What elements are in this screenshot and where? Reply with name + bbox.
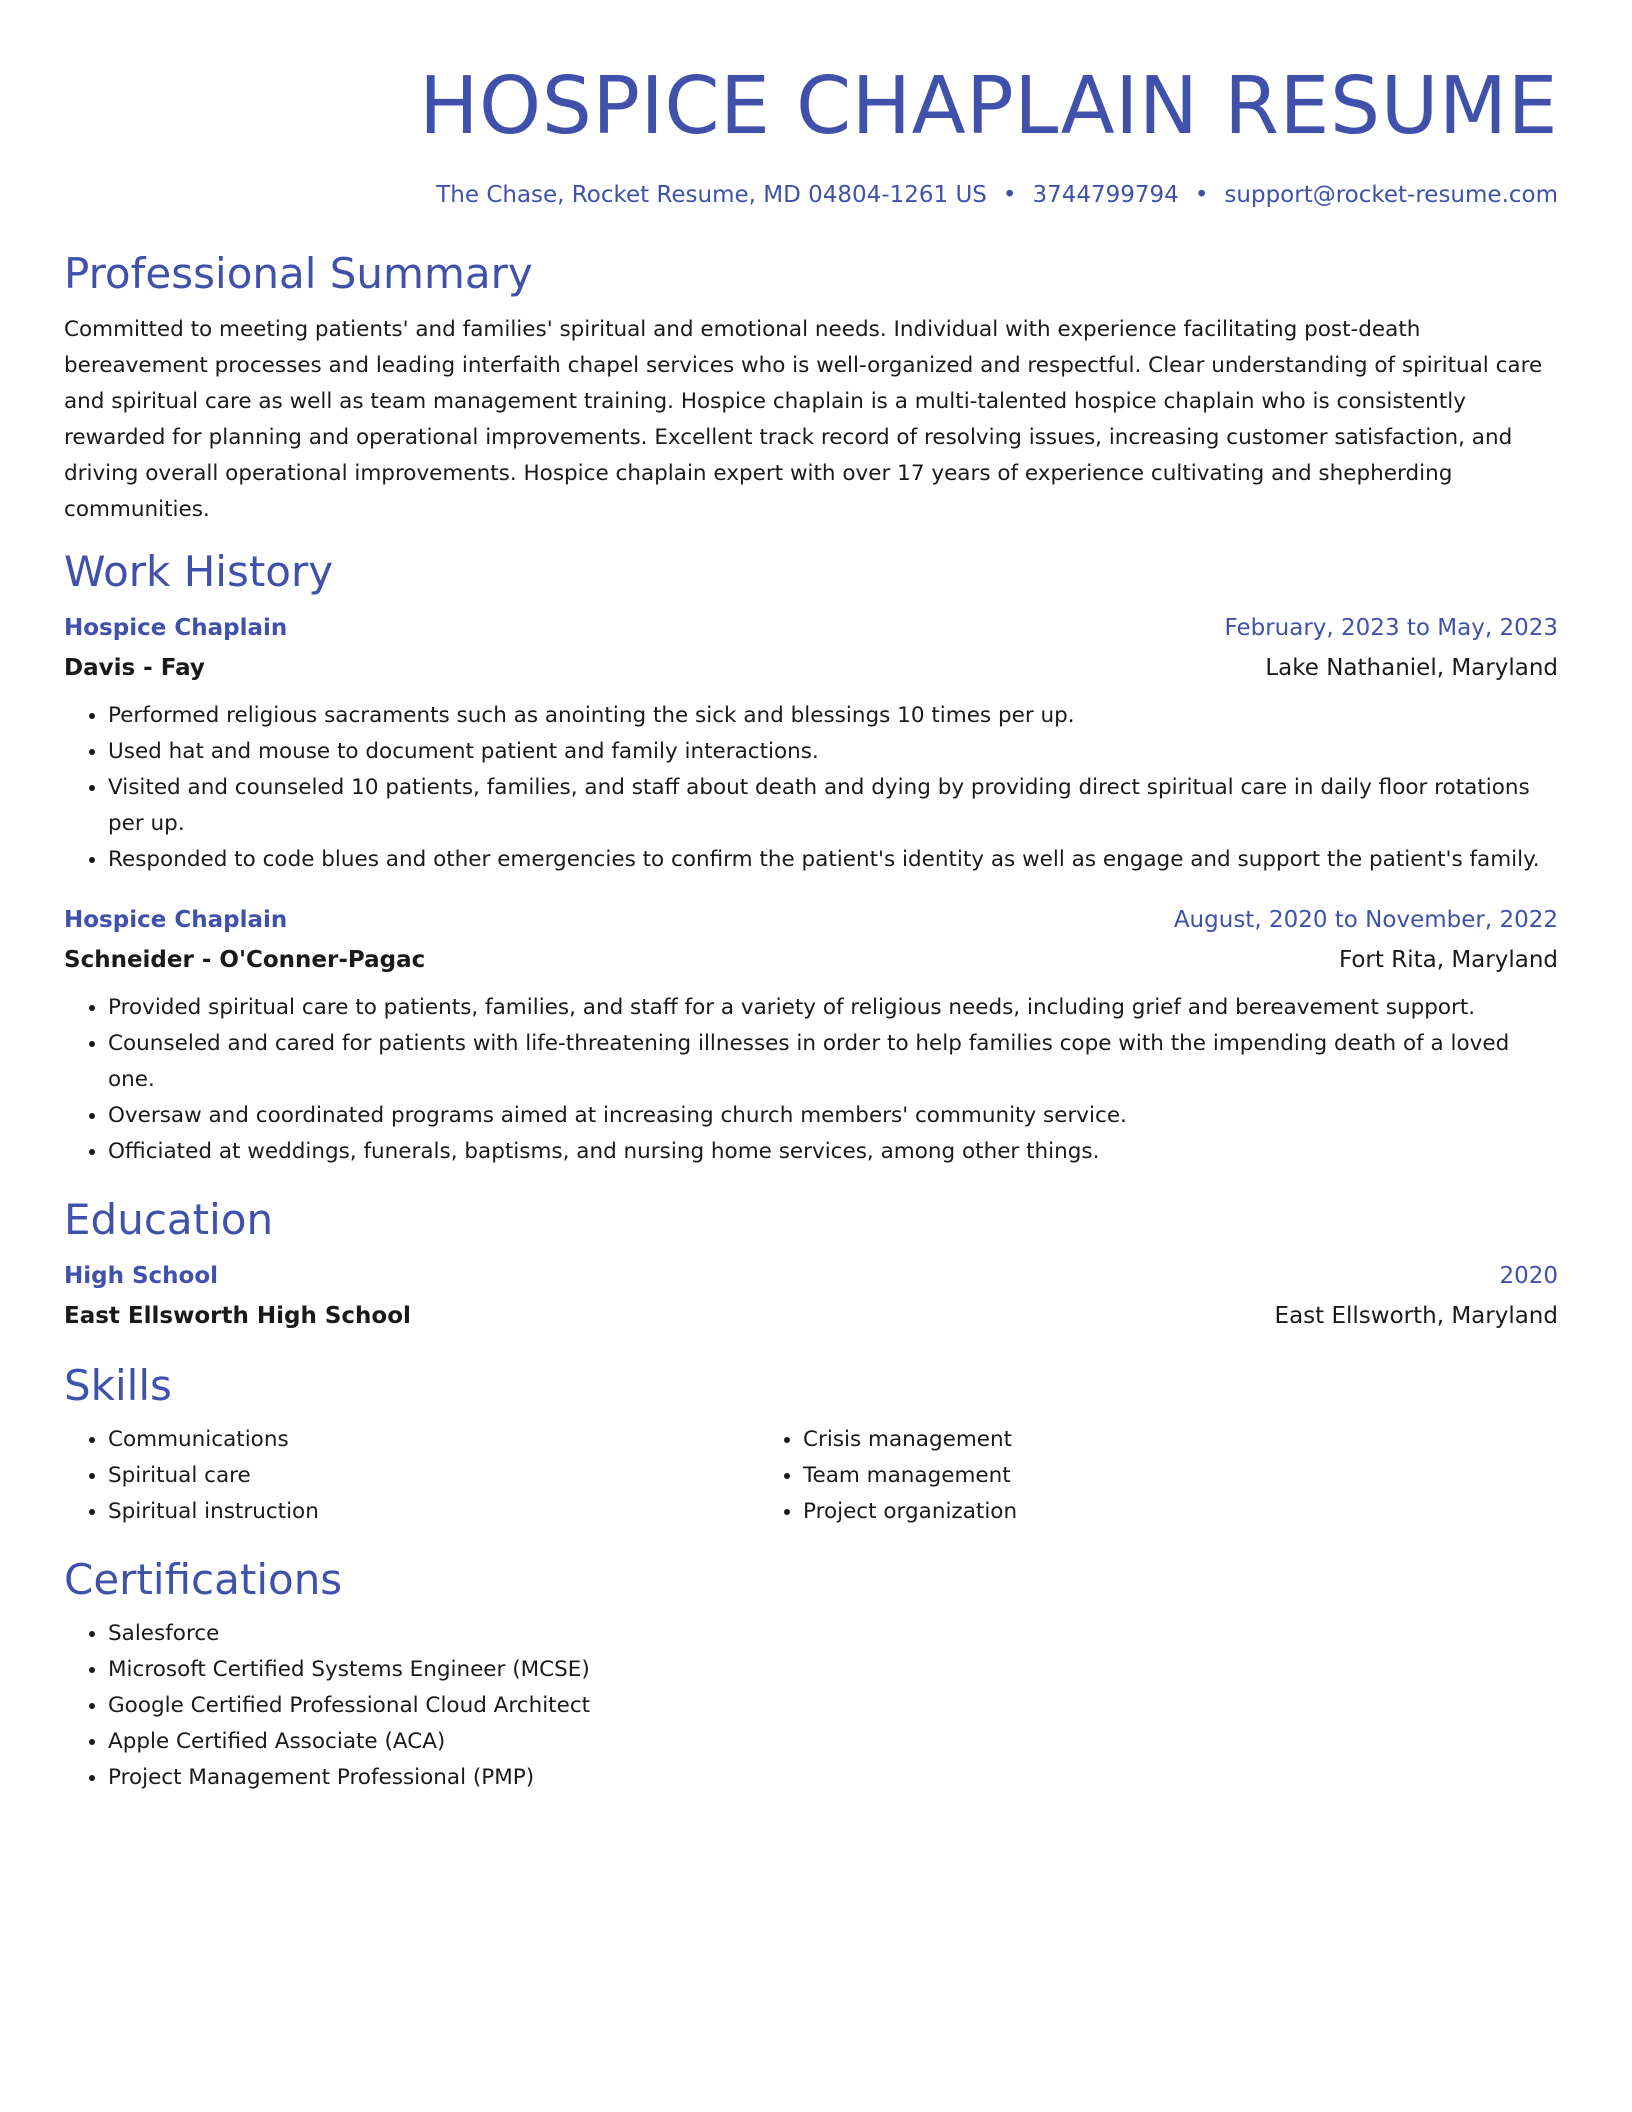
education-year: 2020 [1499,1263,1558,1289]
skills-list [64,1422,1558,1530]
skill-item: • Spiritual care [108,1458,759,1494]
resume-title: HOSPICE CHAPLAIN RESUME [419,60,1558,152]
job-bullet: • Visited and counseled 10 patients, families, and staff about death and dying by providing direct spiritual care in daily floor rotations per up. [108,770,1558,842]
summary-text: Committed to meeting patients' and families' spiritual and emotional needs. Individual with experience facilitating post-death bereavement processes and leading interfaith chapel services who is well-organized and respectful. Clear understanding of spiritual care and spiritual care as well as team management training. Hospice chaplain is a multi-talented hospice chaplain who is consistently rewarded for planning and operational improvements. Excellent track record of resolving issues, increasing customer satisfaction, and driving overall operational improvements. Hospice chaplain expert with over 17 years of experience cultivating and shepherding communities. [64,317,1543,522]
job-bullet: • Oversaw and coordinated programs aimed at increasing church members' community service. [108,1098,1558,1134]
job-bullet: • Provided spiritual care to patients, families, and staff for a variety of religious needs, including grief and bereavement support. [108,990,1558,1026]
job-bullet: • Performed religious sacraments such as anointing the sick and blessings 10 times per up. [108,698,1558,734]
contact-address: The Chase, Rocket Resume, MD 04804-1261 US [436,182,987,208]
certification-item: • Microsoft Certified Systems Engineer (MCSE) [108,1652,1558,1688]
certifications-list [64,1616,1558,1796]
education-degree: High School [64,1263,219,1289]
job-bullets [64,698,1558,878]
skill-item: • Team management [803,1458,1454,1494]
resume-page [64,0,1558,1796]
job-location: Lake Nathaniel, Maryland [1265,655,1558,681]
summary-heading: Professional Summary [64,249,533,298]
education-entry [64,1256,1558,1336]
contact-line [64,178,1558,212]
education-heading: Education [64,1195,274,1244]
job-title: Hospice Chaplain [64,615,288,641]
contact-separator: • [1002,182,1017,208]
skill-item: • Spiritual instruction [108,1494,759,1530]
job-entry [64,900,1558,1170]
education-location: East Ellsworth, Maryland [1274,1303,1558,1329]
job-employer: Schneider - O'Conner-Pagac [64,947,426,973]
certification-item: • Google Certified Professional Cloud Architect [108,1688,1558,1724]
skill-item: • Project organization [803,1494,1454,1530]
certifications-heading: Certifications [64,1555,343,1604]
skills-column-right [759,1422,1454,1530]
work-history-heading: Work History [64,547,334,596]
job-bullet: • Responded to code blues and other emergencies to confirm the patient's identity as well as engage and support the patient's family. [108,842,1558,878]
job-dates: August, 2020 to November, 2022 [1173,907,1558,933]
job-title: Hospice Chaplain [64,907,288,933]
education-school: East Ellsworth High School [64,1303,411,1329]
job-location: Fort Rita, Maryland [1338,947,1558,973]
job-bullet: • Officiated at weddings, funerals, baptisms, and nursing home services, among other things. [108,1134,1558,1170]
contact-separator: • [1194,182,1209,208]
contact-email: support@rocket-resume.com [1224,182,1558,208]
skill-item: • Communications [108,1422,759,1458]
certification-item: • Salesforce [108,1616,1558,1652]
job-bullet: • Counseled and cared for patients with life-threatening illnesses in order to help families cope with the impending death of a loved one. [108,1026,1558,1098]
job-dates: February, 2023 to May, 2023 [1224,615,1558,641]
job-entry [64,608,1558,878]
certification-item: • Project Management Professional (PMP) [108,1760,1558,1796]
job-bullets [64,990,1558,1170]
skills-heading: Skills [64,1361,172,1410]
skill-item: • Crisis management [803,1422,1454,1458]
job-bullet: • Used hat and mouse to document patient and family interactions. [108,734,1558,770]
certification-item: • Apple Certified Associate (ACA) [108,1724,1558,1760]
contact-phone: 3744799794 [1032,182,1179,208]
skills-column-left [64,1422,759,1530]
job-employer: Davis - Fay [64,655,205,681]
